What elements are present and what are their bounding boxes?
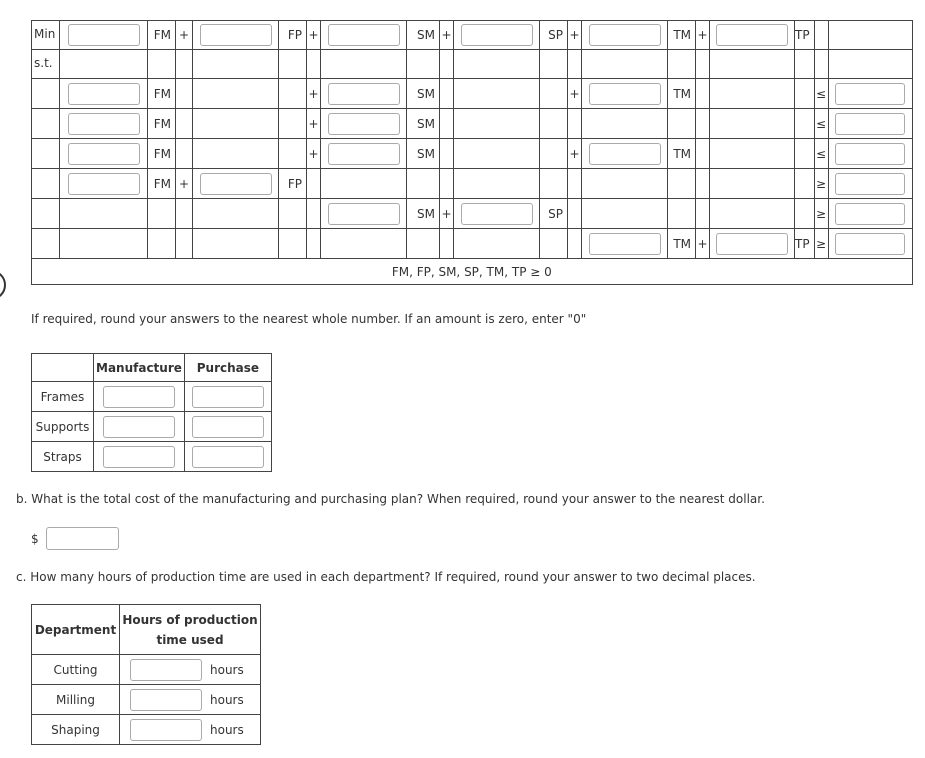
- c1-tm-input[interactable]: [589, 83, 661, 105]
- dollar-sign: $: [31, 532, 39, 546]
- plus-sign: +: [568, 79, 582, 109]
- var-fp: FP: [279, 169, 307, 199]
- unit-label: hours: [210, 722, 244, 737]
- supports-purchase-input[interactable]: [192, 416, 264, 438]
- constraint-row-4: [32, 169, 913, 199]
- total-cost-input[interactable]: [46, 527, 119, 550]
- plan-table: [31, 353, 272, 472]
- var-tm: TM: [668, 139, 696, 169]
- frames-purchase-input[interactable]: [192, 386, 264, 408]
- unit-label: hours: [210, 662, 244, 677]
- c1-rhs-input[interactable]: [835, 83, 905, 105]
- c6-tp-input[interactable]: [716, 233, 788, 255]
- table-row: [32, 685, 261, 715]
- plus-sign: +: [307, 21, 321, 50]
- var-fm: FM: [148, 79, 176, 109]
- var-fp: FP: [279, 21, 307, 50]
- plus-sign: +: [176, 21, 193, 50]
- c1-sm-input[interactable]: [328, 83, 400, 105]
- plus-sign: +: [696, 229, 710, 259]
- cutting-hours-input[interactable]: [130, 659, 202, 681]
- min-label: Min: [32, 21, 60, 50]
- row-label-supports: Supports: [32, 412, 94, 442]
- plus-sign: +: [440, 199, 454, 229]
- c4-fm-input[interactable]: [68, 173, 140, 195]
- c2-fm-input[interactable]: [68, 113, 140, 135]
- constraint-row-6: [32, 229, 913, 259]
- var-sm: SM: [407, 199, 440, 229]
- frames-manufacture-input[interactable]: [103, 386, 175, 408]
- c3-sm-input[interactable]: [328, 143, 400, 165]
- lp-model-table: [31, 20, 913, 285]
- question-b: b. What is the total cost of the manufacturing and purchasing plan? When required, round your answer to the nearest dollar.: [16, 492, 765, 506]
- c6-rhs-input[interactable]: [835, 233, 905, 255]
- constraint-row-1: [32, 79, 913, 109]
- obj-sm-input[interactable]: [328, 24, 400, 46]
- decorative-circle: [0, 270, 6, 300]
- obj-fm-input[interactable]: [68, 24, 140, 46]
- supports-manufacture-input[interactable]: [103, 416, 175, 438]
- plus-sign: +: [176, 169, 193, 199]
- plus-sign: +: [568, 139, 582, 169]
- var-fm: FM: [148, 139, 176, 169]
- straps-manufacture-input[interactable]: [103, 446, 175, 468]
- nonnegativity-text: FM, FP, SM, SP, TM, TP ≥ 0: [32, 259, 913, 285]
- constraint-row-3: [32, 139, 913, 169]
- var-tp: TP: [795, 21, 815, 50]
- st-label: s.t.: [32, 50, 60, 79]
- milling-hours-input[interactable]: [130, 689, 202, 711]
- plus-sign: +: [440, 21, 454, 50]
- header-department: Department: [32, 605, 120, 655]
- var-tp: TP: [795, 229, 815, 259]
- c4-rhs-input[interactable]: [835, 173, 905, 195]
- table-row: [32, 382, 272, 412]
- ge-sign: ≥: [814, 169, 828, 199]
- question-c: c. How many hours of production time are used in each department? If required, round your answer to two decimal places.: [16, 570, 756, 584]
- c2-sm-input[interactable]: [328, 113, 400, 135]
- var-sm: SM: [407, 21, 440, 50]
- table-row: [32, 442, 272, 472]
- st-row: [32, 50, 913, 79]
- var-tm: TM: [668, 229, 696, 259]
- plus-sign: +: [307, 109, 321, 139]
- table-row: [32, 655, 261, 685]
- var-tm: TM: [668, 79, 696, 109]
- constraint-row-5: [32, 199, 913, 229]
- c2-rhs-input[interactable]: [835, 113, 905, 135]
- le-sign: ≤: [814, 109, 828, 139]
- var-sp: SP: [540, 199, 568, 229]
- table-row: [32, 715, 261, 745]
- c5-sp-input[interactable]: [461, 203, 533, 225]
- ge-sign: ≥: [814, 199, 828, 229]
- c3-fm-input[interactable]: [68, 143, 140, 165]
- c3-tm-input[interactable]: [589, 143, 661, 165]
- var-sm: SM: [407, 139, 440, 169]
- var-sm: SM: [407, 79, 440, 109]
- table-row: [32, 412, 272, 442]
- dept-cutting: Cutting: [32, 655, 120, 685]
- nonnegativity-row: [32, 259, 913, 285]
- le-sign: ≤: [814, 79, 828, 109]
- objective-row: [32, 21, 913, 50]
- dept-shaping: Shaping: [32, 715, 120, 745]
- plan-corner: [32, 354, 94, 382]
- obj-sp-input[interactable]: [461, 24, 533, 46]
- plus-sign: +: [568, 21, 582, 50]
- header-purchase: Purchase: [184, 354, 271, 382]
- header-manufacture: Manufacture: [94, 354, 185, 382]
- obj-tm-input[interactable]: [589, 24, 661, 46]
- obj-tp-input[interactable]: [716, 24, 788, 46]
- var-fm: FM: [148, 21, 176, 50]
- var-fm: FM: [148, 109, 176, 139]
- dept-milling: Milling: [32, 685, 120, 715]
- constraint-row-2: [32, 109, 913, 139]
- row-label-straps: Straps: [32, 442, 94, 472]
- obj-fp-input[interactable]: [200, 24, 272, 46]
- row-label-frames: Frames: [32, 382, 94, 412]
- var-sp: SP: [540, 21, 568, 50]
- c5-sm-input[interactable]: [328, 203, 400, 225]
- plus-sign: +: [696, 21, 710, 50]
- c3-rhs-input[interactable]: [835, 143, 905, 165]
- plus-sign: +: [307, 139, 321, 169]
- c1-fm-input[interactable]: [68, 83, 140, 105]
- unit-label: hours: [210, 692, 244, 707]
- header-hours: Hours of production time used: [120, 605, 261, 655]
- shaping-hours-input[interactable]: [130, 719, 202, 741]
- c6-tm-input[interactable]: [589, 233, 661, 255]
- plus-sign: +: [307, 79, 321, 109]
- department-hours-table: [31, 604, 261, 745]
- var-sm: SM: [407, 109, 440, 139]
- le-sign: ≤: [814, 139, 828, 169]
- c4-fp-input[interactable]: [200, 173, 272, 195]
- rounding-instruction: If required, round your answers to the nearest whole number. If an amount is zero, enter "0": [31, 312, 587, 326]
- ge-sign: ≥: [814, 229, 828, 259]
- var-fm: FM: [148, 169, 176, 199]
- c5-rhs-input[interactable]: [835, 203, 905, 225]
- var-tm: TM: [668, 21, 696, 50]
- straps-purchase-input[interactable]: [192, 446, 264, 468]
